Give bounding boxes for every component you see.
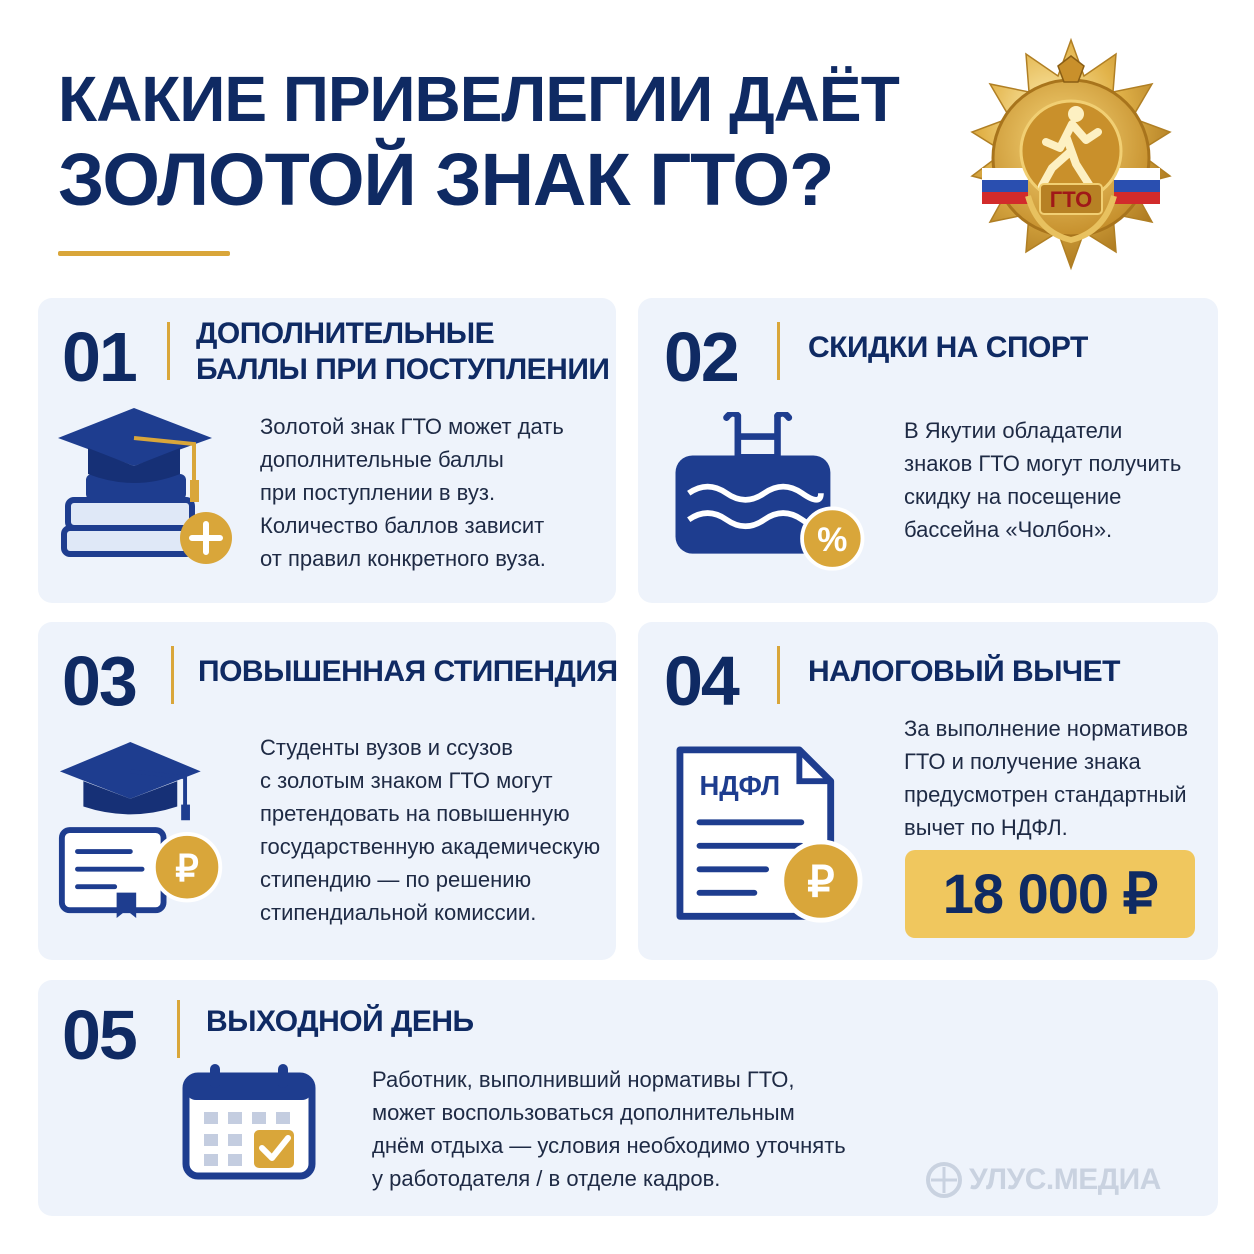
doc-label: НДФЛ xyxy=(699,769,781,801)
watermark-text: УЛУС.МЕДИА xyxy=(969,1163,1161,1196)
card-number: 01 xyxy=(62,318,136,396)
gto-gold-badge-icon xyxy=(948,36,1194,282)
tax-document-ruble-icon xyxy=(670,744,870,930)
card-title: ПОВЫШЕННАЯ СТИПЕНДИЯ xyxy=(198,655,618,688)
card-text: За выполнение нормативов ГТО и получение знака предусмотрен стандартный вычет по НДФЛ. xyxy=(904,716,1189,840)
card-title: ДОПОЛНИТЕЛЬНЫЕ БАЛЛЫ ПРИ ПОСТУПЛЕНИИ xyxy=(196,317,610,386)
card-text: Золотой знак ГТО может дать дополнительные баллы при поступлении в вуз. Количество баллов зависит от правил конкретного вуза. xyxy=(260,414,564,571)
page-title xyxy=(58,62,899,224)
card-number: 03 xyxy=(62,642,136,720)
page-title-line2: ЗОЛОТОЙ ЗНАК ГТО? xyxy=(58,138,834,221)
ulus-media-logo-icon xyxy=(925,1161,963,1199)
card-text: В Якутии обладатели знаков ГТО могут получить скидку на посещение бассейна «Чолбон». xyxy=(904,418,1182,542)
card-separator xyxy=(177,1000,180,1058)
title-underline xyxy=(58,251,230,256)
badge-text: ГТО xyxy=(1049,187,1093,212)
card-separator xyxy=(167,322,170,380)
calendar-check-icon xyxy=(180,1062,320,1182)
graduation-cap-diploma-ruble-icon xyxy=(56,738,232,924)
watermark xyxy=(925,1160,1161,1200)
card-title: НАЛОГОВЫЙ ВЫЧЕТ xyxy=(808,655,1120,688)
ruble-badge: ₽ xyxy=(175,846,199,889)
deduction-amount: 18 000 ₽ xyxy=(905,850,1195,938)
card-title: СКИДКИ НА СПОРТ xyxy=(808,331,1088,364)
card-number: 02 xyxy=(664,318,738,396)
percent-badge: % xyxy=(817,520,848,559)
card-number: 05 xyxy=(62,996,136,1074)
graduation-cap-books-plus-icon xyxy=(58,408,238,568)
card-number: 04 xyxy=(664,642,738,720)
card-separator xyxy=(777,322,780,380)
card-text: Студенты вузов и ссузов с золотым знаком ГТО могут претендовать на повышенную государственную академическую стипендию — по решению стипендиальной комиссии. xyxy=(260,735,601,925)
ruble-badge: ₽ xyxy=(807,858,835,907)
card-title: ВЫХОДНОЙ ДЕНЬ xyxy=(206,1005,474,1038)
card-text: Работник, выполнивший нормативы ГТО, может воспользоваться дополнительным днём отдыха — условия необходимо уточнять у работодателя / в отделе кадров. xyxy=(372,1067,846,1191)
card-separator xyxy=(171,646,174,704)
page-title-line1: КАКИЕ ПРИВЕЛЕГИИ ДАЁТ xyxy=(58,63,899,135)
card-separator xyxy=(777,646,780,704)
swimming-pool-percent-icon xyxy=(664,412,874,582)
